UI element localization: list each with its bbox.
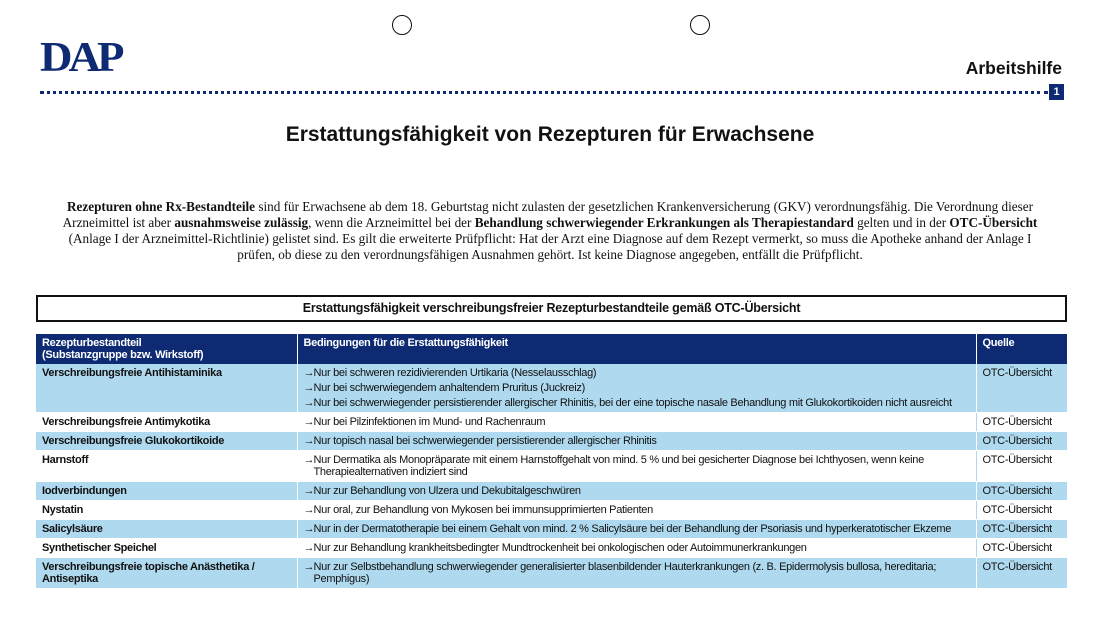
condition-text: Nur bei Pilzinfektionen im Mund- und Rachenraum [313,416,546,428]
source-cell: OTC-Übersicht [976,451,1067,482]
conditions-cell [297,520,976,539]
condition-line [304,504,970,516]
condition-line [304,523,970,535]
document-type-label: Arbeitshilfe [965,58,1062,78]
source-cell: OTC-Übersicht [976,432,1067,451]
table-body [36,364,1067,589]
intro-text: gelten und in der [853,215,950,230]
arrow-right-icon: → [303,504,315,516]
header-substance-line1: Rezepturbestandteil [42,337,142,349]
intro-emphasis: ausnahmsweise zulässig [174,215,309,230]
arrow-right-icon: → [303,382,315,394]
table-caption: Erstattungsfähigkeit verschreibungsfreier Rezepturbestandteile gemäß OTC-Übersicht [36,295,1067,322]
condition-line [304,367,970,379]
source-cell: OTC-Übersicht [976,413,1067,432]
source-cell: OTC-Übersicht [976,482,1067,501]
table-row [36,451,1067,482]
header-conditions: Bedingungen für die Erstattungsfähigkeit [297,334,976,364]
arrow-right-icon: → [303,523,315,535]
otc-table-container [36,334,1067,589]
substance-cell: Iodverbindungen [36,482,297,501]
arrow-right-icon: → [303,416,315,428]
condition-text: Nur oral, zur Behandlung von Mykosen bei immunsupprimierten Patienten [313,504,653,516]
condition-text: Nur topisch nasal bei schwerwiegender persistierender allergischer Rhinitis [313,435,657,447]
arrow-right-icon: → [303,454,315,466]
table-row [36,432,1067,451]
condition-line [304,435,970,447]
table-row [36,501,1067,520]
header-substance-line2: (Substanzgruppe bzw. Wirkstoff) [42,349,204,361]
table-row [36,539,1067,558]
condition-line [304,485,970,497]
condition-text: Nur Dermatika als Monopräparate mit einem Harnstoffgehalt von mind. 5 % und bei gesicherter Diagnose bei Ichthyosen, wenn keine Therapiealternativen indiziert sind [313,454,924,478]
arrow-right-icon: → [303,485,315,497]
substance-cell: Synthetischer Speichel [36,539,297,558]
condition-text: Nur bei schweren rezidivierenden Urtikaria (Nesselausschlag) [313,367,597,379]
condition-line [304,542,970,554]
conditions-cell [297,482,976,501]
header-source: Quelle [976,334,1067,364]
substance-cell: Verschreibungsfreie Antimykotika [36,413,297,432]
condition-line [304,416,970,428]
arrow-right-icon: → [303,542,315,554]
arrow-right-icon: → [303,561,315,573]
condition-line [304,397,970,409]
intro-emphasis: Behandlung schwerwiegender Erkrankungen als Therapiestandard [474,215,854,230]
substance-cell: Harnstoff [36,451,297,482]
condition-line [304,454,970,478]
table-row [36,558,1067,589]
conditions-cell [297,501,976,520]
otc-table [36,334,1067,589]
substance-cell: Salicylsäure [36,520,297,539]
condition-line [304,382,970,394]
punch-hole-left [392,15,412,35]
conditions-cell [297,558,976,589]
intro-emphasis: OTC-Übersicht [949,215,1038,230]
table-row [36,520,1067,539]
condition-text: Nur bei schwerwiegendem anhaltendem Pruritus (Juckreiz) [313,382,585,394]
intro-emphasis: Rezepturen ohne Rx-Bestandteile [67,199,256,214]
condition-line [304,561,970,585]
substance-cell: Verschreibungsfreie topische Anästhetika / Antiseptika [36,558,297,589]
conditions-cell [297,413,976,432]
table-row [36,364,1067,413]
substance-cell: Verschreibungsfreie Antihistaminika [36,364,297,413]
intro-paragraph [50,199,1050,263]
condition-text: Nur zur Behandlung von Ulzera und Dekubitalgeschwüren [313,485,581,497]
arrow-right-icon: → [303,435,315,447]
substance-cell: Nystatin [36,501,297,520]
table-row [36,482,1067,501]
source-cell: OTC-Übersicht [976,364,1067,413]
conditions-cell [297,364,976,413]
conditions-cell [297,539,976,558]
substance-cell: Verschreibungsfreie Glukokortikoide [36,432,297,451]
condition-text: Nur bei schwerwiegender persistierender allergischer Rhinitis, bei der eine topische nasale Behandlung mit Glukokortikoiden nicht ausreicht [313,397,952,409]
intro-text: (Anlage I der Arzneimittel-Richtlinie) gelistet sind. Es gilt die erweiterte Prüfpflicht: Hat der Arzt eine Diagnose auf dem Rezept vermerkt, so muss die Apotheke anhand der Anlage I prüfen, ob diese zu den verordnungsfähigen Ausnahmen gehört. Ist keine Diagnose angegeben, entfällt die Prüfpflicht. [68,231,1032,262]
intro-text: sind für Erwachsene ab dem 18. Geburtstag nicht zulasten der gesetzlichen Krankenversicherung (GKV) verordnungsfähig. Die Verordnung dieser Arzneimittel ist aber [62,199,1033,230]
dotted-divider [40,91,1048,94]
source-cell: OTC-Übersicht [976,501,1067,520]
source-cell: OTC-Übersicht [976,539,1067,558]
intro-text: , wenn die Arzneimittel bei der [308,215,475,230]
condition-text: Nur in der Dermatotherapie bei einem Gehalt von mind. 2 % Salicylsäure bei der Behandlung der Psoriasis und hyperkeratotischer Ekzeme [313,523,952,535]
conditions-cell [297,432,976,451]
condition-text: Nur zur Selbstbehandlung schwerwiegender generalisierter blasenbildender Hauterkrankungen (z. B. Epidermolysis bullosa, hereditaria; Pemphigus) [313,561,937,585]
arrow-right-icon: → [303,367,315,379]
page-number-badge: 1 [1049,84,1064,100]
source-cell: OTC-Übersicht [976,520,1067,539]
dap-logo: DAP [40,33,121,81]
source-cell: OTC-Übersicht [976,558,1067,589]
table-row [36,413,1067,432]
conditions-cell [297,451,976,482]
arrow-right-icon: → [303,397,315,409]
page-title: Erstattungsfähigkeit von Rezepturen für Erwachsene [285,123,815,146]
condition-text: Nur zur Behandlung krankheitsbedingter Mundtrockenheit bei onkologischen oder Autoimmunerkrankungen [313,542,807,554]
table-header-row [36,334,1067,364]
header-substance [36,334,297,364]
punch-hole-right [690,15,710,35]
